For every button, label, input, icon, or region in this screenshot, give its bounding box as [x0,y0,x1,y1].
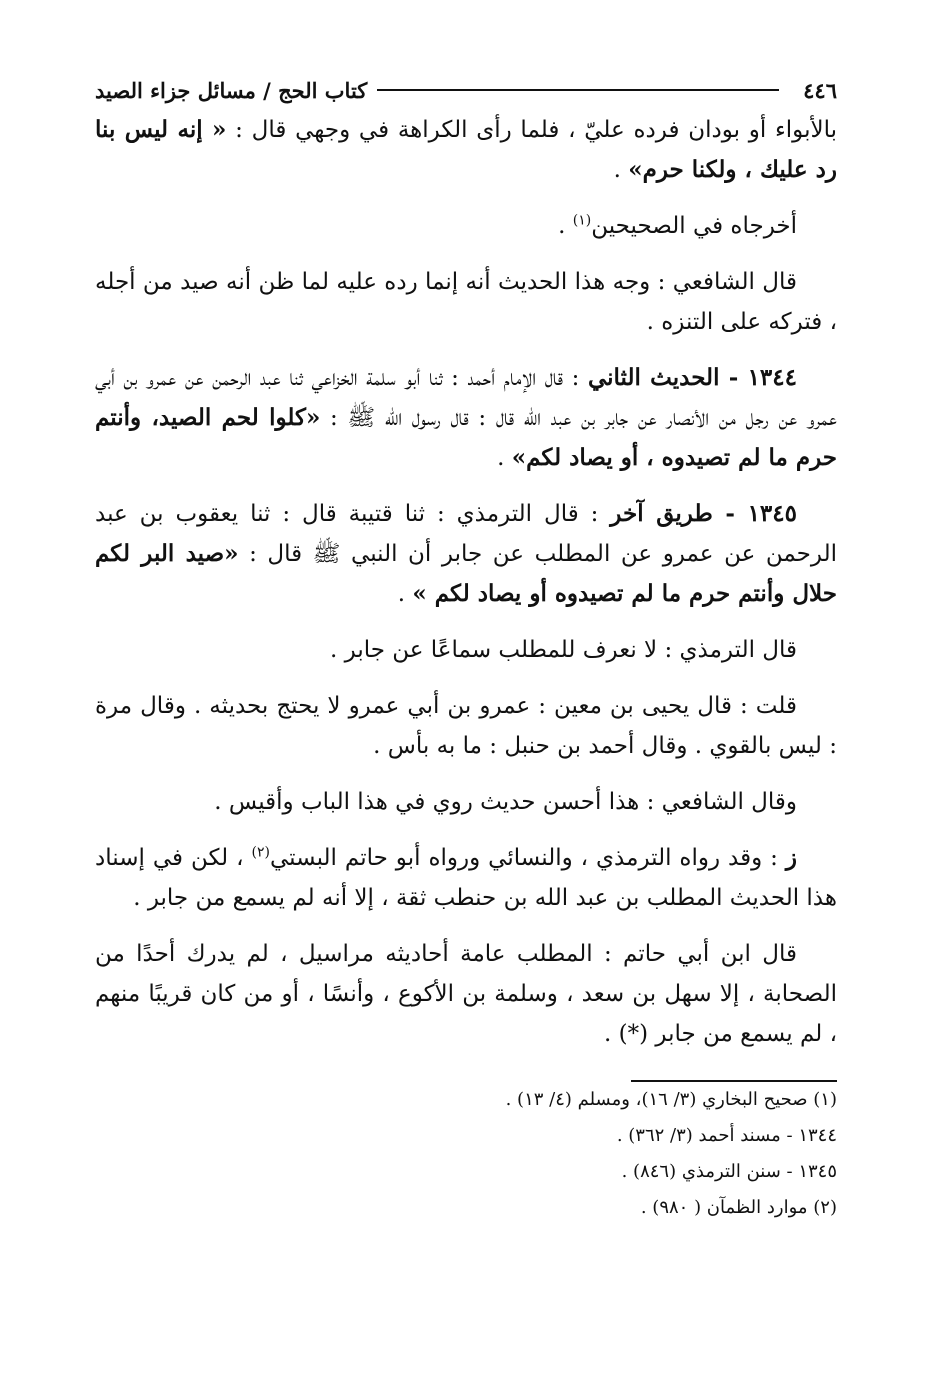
p9-marker: ز [785,844,798,871]
p9-end: ، لكن في إسناد هذا الحديث المطلب بن عبد الله بن حنطب ثقة ، إلا أنه لم يسمع من جابر . [95,845,837,911]
paragraph-7: قلت : قال يحيى بن معين : عمرو بن أبي عمرو لا يحتج بحديثه . وقال مرة : ليس بالقوي . وقال أحمد بن حنبل : ما به بأس . [95,693,837,759]
p2-end: . [558,213,573,239]
paragraph-1 [95,110,837,190]
paragraph-10: قال ابن أبي حاتم : المطلب عامة أحاديثه مراسيل ، لم يدرك أحدًا من الصحابة ، إلا سهل بن سعد ، وسلمة بن الأكوع ، وأنسًا ، أو من كان قريبًا منهم ، لم يسمع من جابر (*) . [95,941,837,1047]
footnote-ref-2: (٢) [251,844,270,861]
p1-end: . [613,157,629,183]
hadith-1345-isnad: : قال الترمذي : ثنا قتيبة قال : ثنا يعقوب بن عبد الرحمن عن عمرو عن المطلب عن جابر أن النبي ﷺ قال : [95,501,837,567]
page-header [95,70,837,110]
footnote-1344: ١٣٤٤ - مسند أحمد (٣/ ٣٦٢) . [616,1125,837,1146]
p1-text: بالأبواء أو بودان فرده عليّ ، فلما رأى الكراهة في وجهي قال : [226,117,837,143]
page [95,70,837,1226]
footnote-1: (١) صحيح البخاري (٣/ ١٦)، ومسلم (٤/ ١٣) . [505,1089,837,1110]
hadith-1345-end: . [397,581,413,607]
paragraph-6: قال الترمذي : لا نعرف للمطلب سماعًا عن جابر . [330,637,797,663]
hadith-1344-end: . [497,445,512,471]
p1-quote: « إنه ليس بنا رد عليك ، ولكنا حرم» [95,116,837,183]
hadith-1344-isnad: : قال الإمام أحمد : ثنا أبو سلمة الخزاعي ثنا عبد الرحمن عن عمرو بن أبي عمرو عن رجل من الأنصار عن جابر بن عبد الله قال : قال رسول الله ﷺ : [95,365,837,431]
footnote-ref-1: (١) [572,212,592,229]
hadith-1344 [95,358,837,478]
page-number: ٤٤٦ [803,77,837,103]
hadith-1344-heading: ١٣٤٤ - الحديث الثاني [587,364,797,391]
footnote-1345: ١٣٤٥ - سنن الترمذي (٨٤٦) . [621,1161,837,1182]
paragraph-8: وقال الشافعي : هذا أحسن حديث روي في هذا الباب وأقيس . [214,789,797,815]
hadith-1345 [95,494,837,614]
p9-text: : وقد رواه الترمذي ، والنسائي ورواه أبو حاتم البستي [269,845,786,871]
hadith-1345-matn: «صيد البر لكم حلال وأنتم حرم ما لم تصيدوه أو يصاد لكم » [95,540,837,607]
paragraph-9 [95,838,837,918]
hadith-1345-heading: ١٣٤٥ - طريق آخر [610,500,797,527]
running-title: كتاب الحج / مسائل جزاء الصيد [95,77,368,103]
paragraph-2 [95,206,837,246]
paragraph-3: قال الشافعي : وجه هذا الحديث أنه إنما رده عليه لما ظن أنه صيد من أجله ، فتركه على التنزه . [95,269,837,335]
p2-text: أخرجاه في الصحيحين [591,213,797,239]
header-rule [377,89,779,91]
footnote-2: (٢) موارد الظمآن ( ٩٨٠) . [640,1197,837,1218]
hadith-1344-matn: «كلوا لحم الصيد، وأنتم حرم ما لم تصيدوه ، أو يصاد لكم» [95,404,837,471]
